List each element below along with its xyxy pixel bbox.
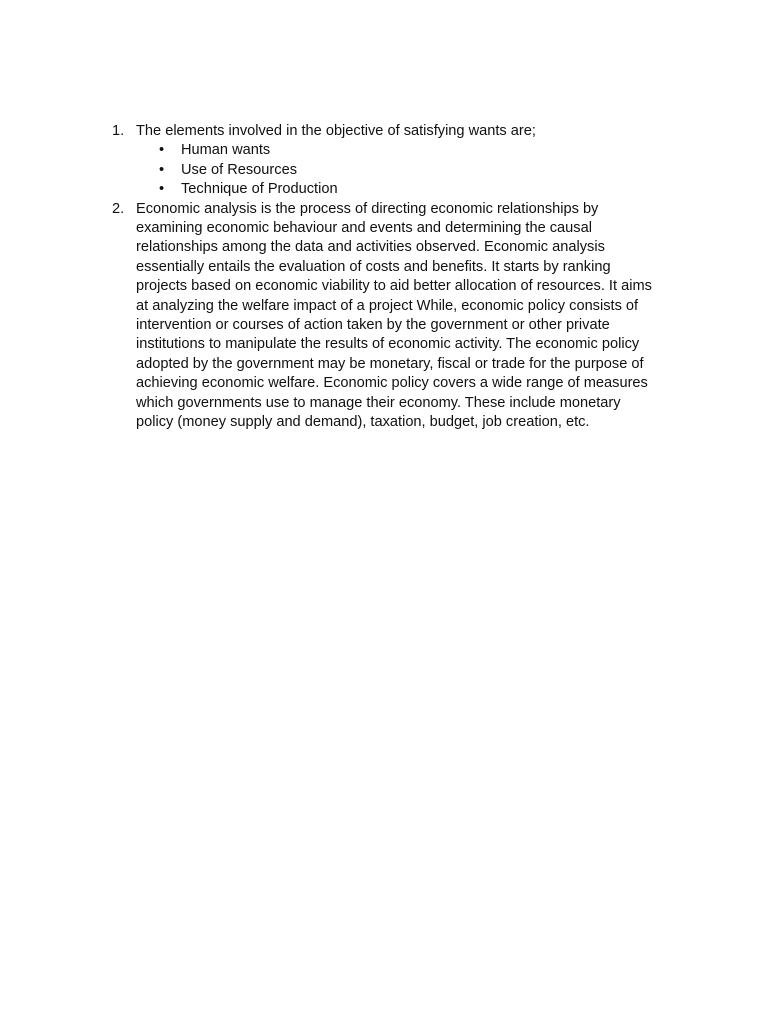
paragraph-line: projects based on economic viability to aid better allocation of resources. It aims bbox=[136, 278, 652, 295]
bullet-text: Use of Resources bbox=[181, 161, 297, 178]
paragraph-line: relationships among the data and activities observed. Economic analysis bbox=[136, 239, 605, 256]
bullet-item-human-wants bbox=[136, 141, 672, 160]
paragraph-line: essentially entails the evaluation of costs and benefits. It starts by ranking bbox=[136, 258, 611, 275]
bullet-item-use-of-resources bbox=[136, 161, 672, 180]
list-number-2: 2. bbox=[112, 200, 125, 217]
paragraph-line: intervention or courses of action taken by the government or other private bbox=[136, 317, 610, 334]
bullet-item-technique-of-production bbox=[136, 180, 672, 199]
paragraph-line: adopted by the government may be monetary, fiscal or trade for the purpose of bbox=[136, 355, 644, 372]
list-number-1: 1. bbox=[112, 123, 125, 139]
list-item-2 bbox=[112, 200, 672, 433]
bullet-icon: • bbox=[159, 142, 165, 159]
paragraph-line: examining economic behaviour and events and determining the causal bbox=[136, 220, 592, 237]
bullet-text: Human wants bbox=[181, 142, 271, 159]
paragraph-line: which governments use to manage their economy. These include monetary bbox=[136, 394, 621, 411]
paragraph-line: institutions to manipulate the results of economic activity. The economic policy bbox=[136, 336, 640, 353]
paragraph-line: achieving economic welfare. Economic policy covers a wide range of measures bbox=[136, 375, 648, 392]
list-item-1 bbox=[112, 122, 672, 200]
paragraph-line: policy (money supply and demand), taxation, budget, job creation, etc. bbox=[136, 414, 590, 431]
paragraph-line: Economic analysis is the process of directing economic relationships by bbox=[136, 200, 599, 217]
bullet-icon: • bbox=[159, 161, 165, 178]
bullet-icon: • bbox=[159, 181, 165, 198]
paragraph-line: at analyzing the welfare impact of a project While, economic policy consists of bbox=[136, 297, 639, 314]
numbered-list bbox=[112, 122, 672, 433]
list-item-1-text: The elements involved in the objective of satisfying wants are; bbox=[136, 123, 536, 139]
bullet-list bbox=[136, 141, 672, 199]
list-item-2-paragraph bbox=[136, 200, 672, 433]
bullet-text: Technique of Production bbox=[181, 181, 338, 198]
